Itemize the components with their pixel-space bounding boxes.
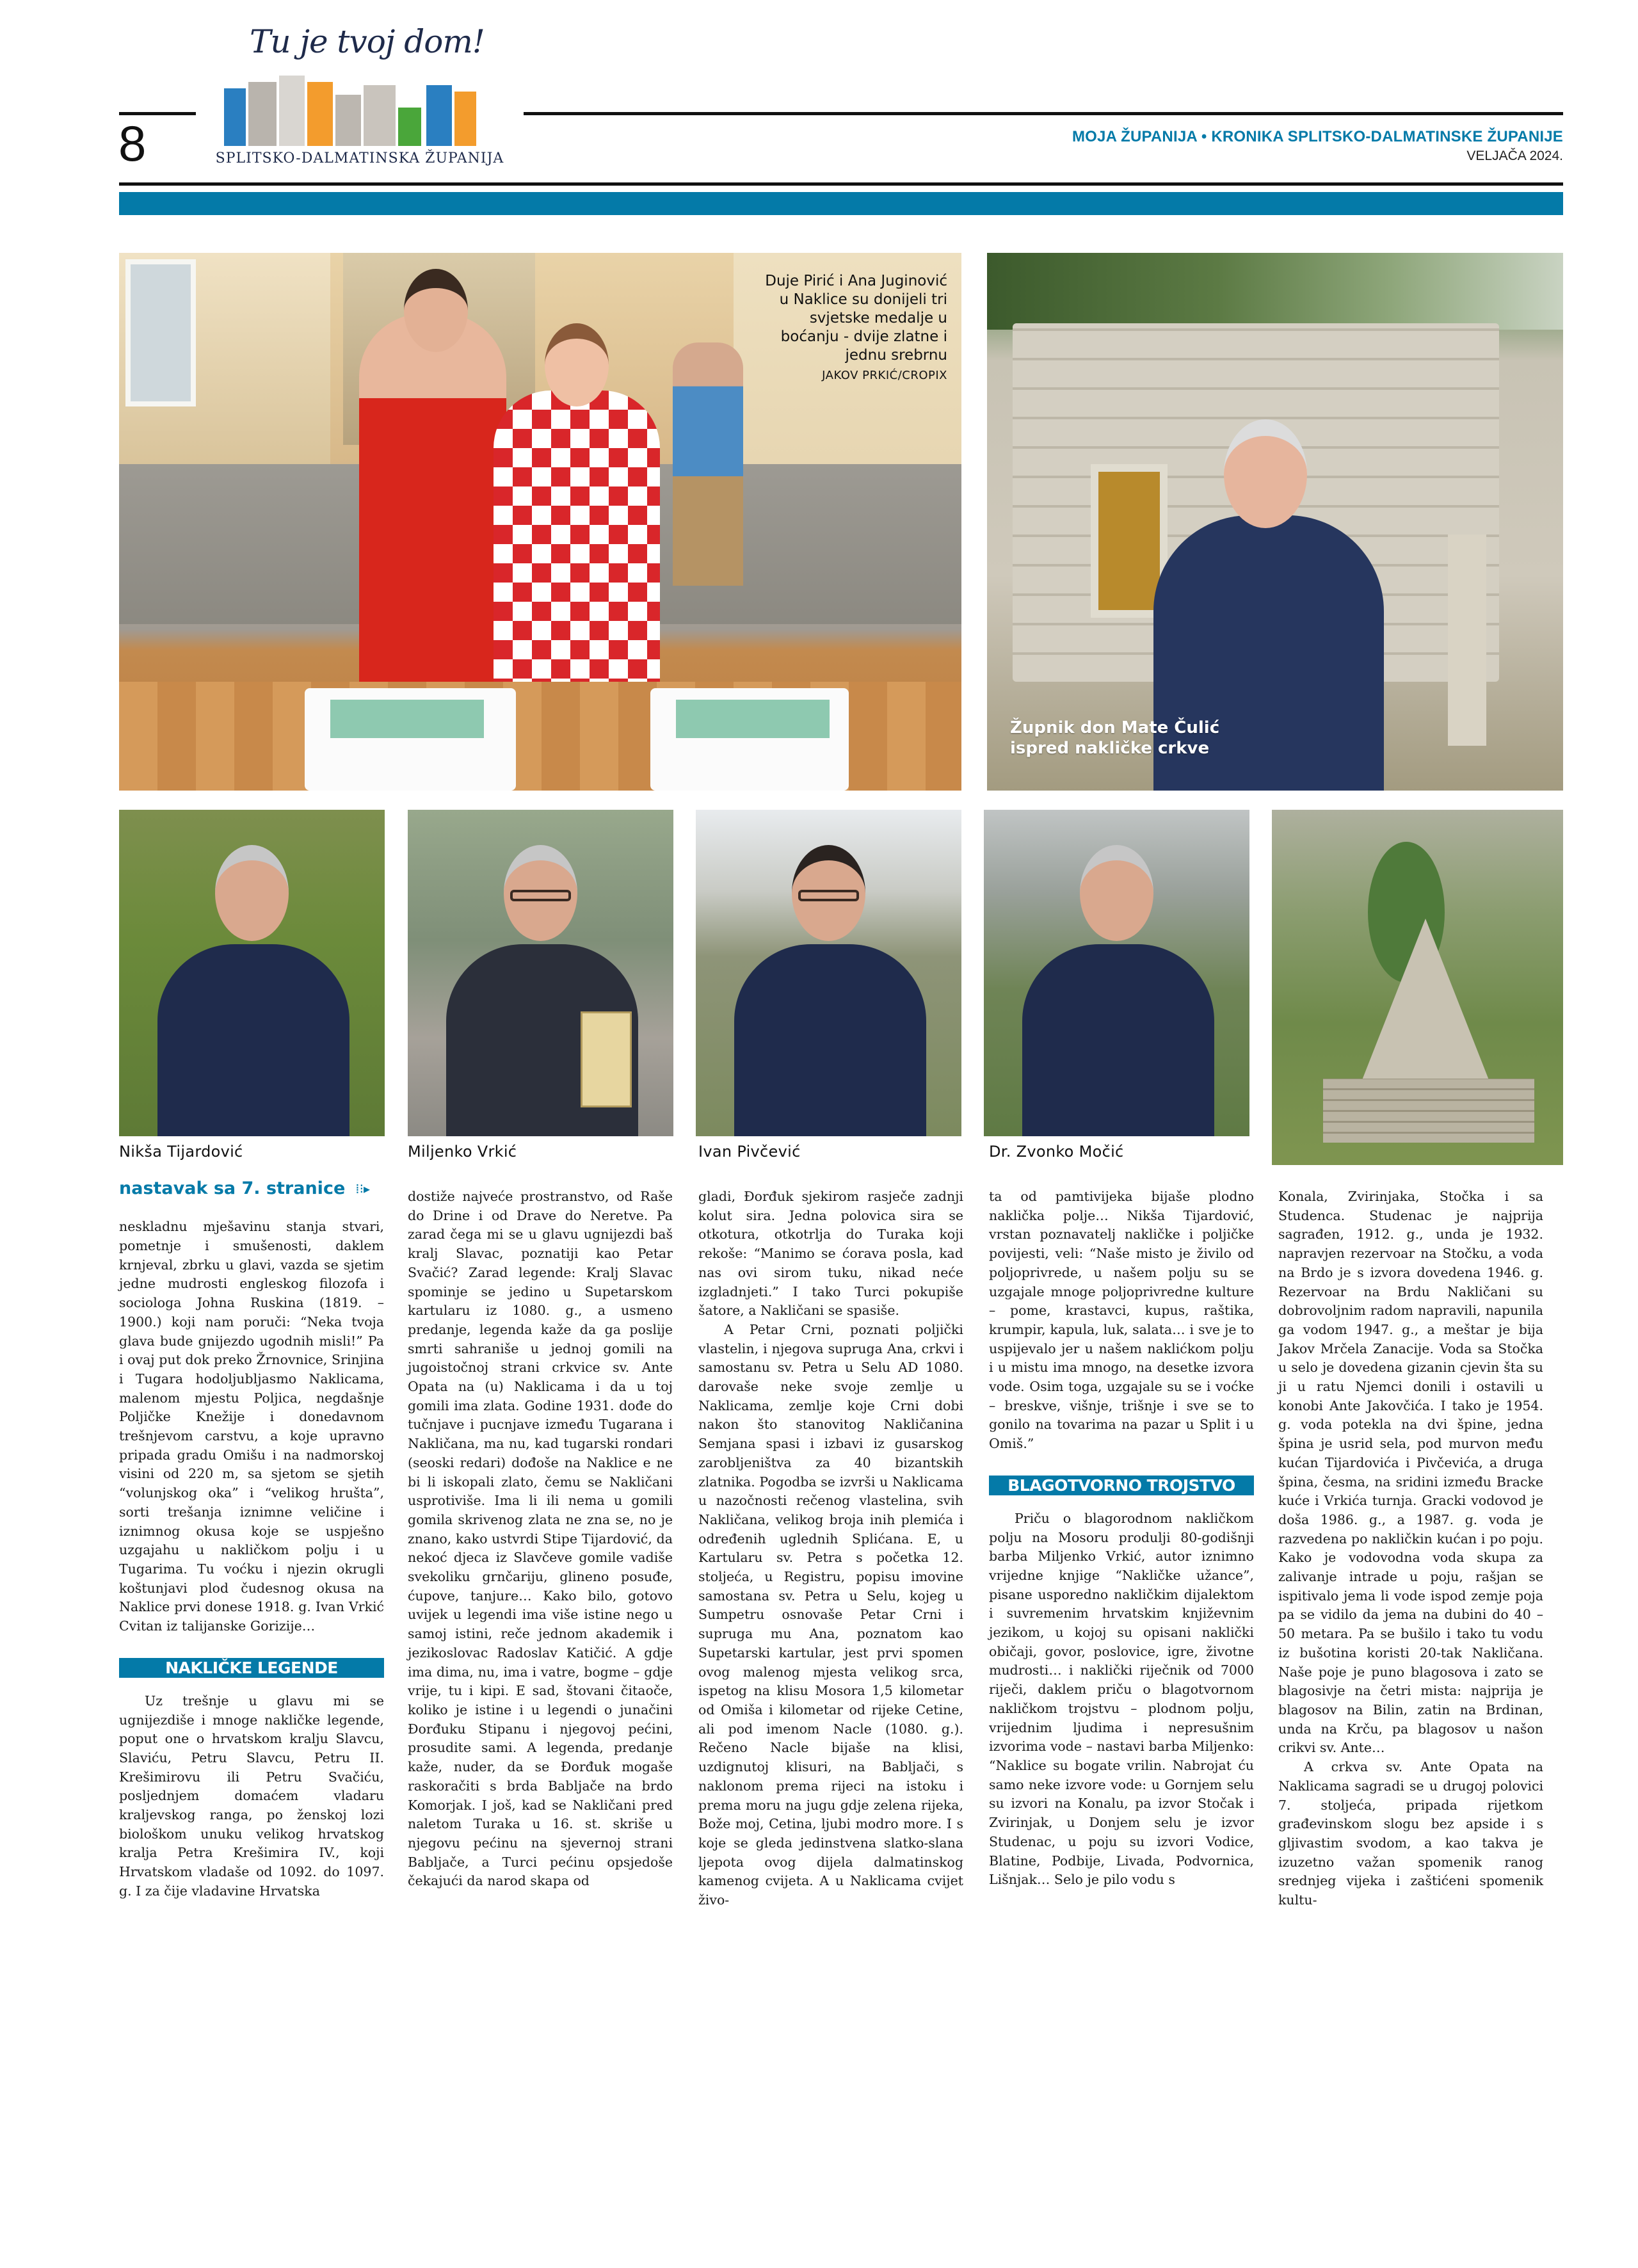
continued-from-label: nastavak sa 7. stranice ⁞⁝▸ (119, 1178, 371, 1198)
logo-bar (364, 85, 396, 146)
portrait-caption: Dr. Zvonko Močić (989, 1143, 1124, 1161)
article-paragraph: Uz trešnje u glavu mi se ugnijezdiše i mnoge nakličke legende, poput one o hrvatskom kralju Slavcu, Slaviću, Petru Slavcu, Petru II. Krešimirovu ili Petru Svačiću, posljednjem domaćem vladaru kraljevskog ranga, po ženskoj lozi biološkom unuku velikog hrvatskog kralja Petra Krešimira IV., koji Hrvatskom vladaše od 1092. do 1097. g. I za čije vladavine Hrvatska (119, 1693, 384, 1899)
book-icon (581, 1011, 632, 1107)
masthead (1072, 128, 1563, 164)
article-paragraph: ta od pamtivijeka bijaše plodno naklička polje… Nikša Tijardović, vrstan poznavatelj nakličke i poljičke povijesti, veli: “Naše misto je živilo od poljoprivrede, u našem polju su se uzgajale mnoge poljoprivredne kulture – pome, krastavci, kupus, raštika, krumpir, kapula, luk, salata… i sve je to uspijevalo jer u našem naklićkom polju i u mistu ima mnogo, na desetke izvora vode. Osim toga, uzgajale su se i voćke – breskve, višnje, trišnje i sve se to gonilo na tovarima na pazar u Split i u Omiš.” (989, 1189, 1254, 1452)
logo-bar (224, 88, 246, 146)
subheading-legends: NAKLIČKE LEGENDE (119, 1658, 384, 1678)
subheading-trinity: BLAGOTVORNO TROJSTVO (989, 1476, 1254, 1495)
article-column-5 (1278, 1187, 1543, 1910)
article-paragraph: neskladnu mješavinu stanja stvari, pometnje i smušenosti, daklem krnjeval, zbrku u glavi, vazda se sjetim jedne mudrosti engleskog filozofa i sociologa Johna Ruskina (1819. – 1900.) koji nam poruči: “Neka tvoja glava bude gnijezdo ugodnih misli!” Pa i ovaj put dok preko Žrnovnice, Srinjina i Tugara hodoljubljasmo Naklicama, malenom mjestu Poljica, negdašnje Poljičke Knežije i donedavnom trešnjevom carstvu, a koje upravno pripada gradu Omišu i na nadmorskoj visini od 220 m, sa sjetom se sjetih “volunjskog oka” i “velikog hrušta”, sorti trešanja iznimne veličine i iznimnog okusa koje se uspješno uzgajahu u nakličkom polju i u Tugarima. Tu voćku i njezin okrugli koštunjavi plod čudesnog okusa na Naklice prvi donese 1918. g. Ivan Vrkić Cvitan iz talijanske Gorizije… (119, 1219, 384, 1634)
portrait-caption: Nikša Tijardović (119, 1143, 243, 1161)
logo-bar (307, 82, 333, 146)
photo-caption-priest: Župnik don Mate Čulić ispred nakličke crkve (1010, 718, 1220, 758)
portrait-photo (696, 810, 961, 1136)
logo-bar (248, 82, 277, 146)
logo-bars-icon (198, 76, 518, 146)
photo-priest-church (987, 253, 1563, 791)
page-number: 8 (118, 115, 147, 172)
article-paragraph: A Petar Crni, poznati poljički vlastelin, i njegova supruga Ana, crkvi i samostanu sv. Petra u Selu AD 1080. darovaše neke svoje zemlje u Naklicama, zemlje koje Crni dobi nakon što stanovitog Nakličanina Semjana spasi i izbavi iz gusarskog zarobljeništva za 40 bizantskih zlatnika. Pogodba se izvrši u Naklicama u nazočnosti rečenog vlastelina, svih Nakličana, velikog broja inih plemića i određenih uglednih Splićana. E, u Kartularu sv. Petra s početka 12. stoljeća, u Registru, popisu imovine samostana sv. Petra u Selu, kojeg u Sumpetru osnovaše Petar Crni i supruga mu Ana, poznatom kao Supetarski kartular, jest prvi spomen ovog malenog mjesta velikog srca, ispetog na klisu Mosora 1,5 kilometar od Omiša i kilometar od rijeke Cetine, ali pod imenom Nacle (1080. g.). Rečeno Nacle bijaše na klisi, uzdignutoj klisuri, na Babljači, s naklonom prema rijeci na istoku i prema moru na jugu gdje zelena rijeka, Bože moj, Cetina, ljubi modro more. I s koje se gleda jedinstvena slatko-slana ljepota ovog dijela dalmatinskog kamenog cvijeta. A u Naklicama cvijet živo- (698, 1321, 963, 1908)
portrait-photo (984, 810, 1249, 1136)
logo-bar (398, 108, 421, 146)
article-paragraph: A crkva sv. Ante Opata na Naklicama sagradi se u drugoj polovici 7. stoljeća, pripada rijetkom građevinskom slogu bez apside i s gljivastim svodom, a kao takva je izuzetno važan spomenik ranog srednjeg vijeka i zaštićeni spomenik kultu- (1278, 1759, 1543, 1908)
photo-caption-medalists (755, 272, 947, 385)
issue-date: VELJAČA 2024. (1466, 149, 1563, 163)
logo-bar (279, 76, 305, 146)
logo-bar (426, 85, 452, 146)
article-paragraph: Konala, Zvirinjaka, Stočka i sa Studenca. Studenac je najprija sagrađen, 1912. g., unda je 1932. napravjen rezervoar na Stočku, a voda na Brdo je s izvora dovedena 1946. g. Rezervoar na Brdu Nakličani su dobrovoljnim radom napravili, napunila ga vodom 1947. g., a meštar je bija Jakov Mrčela Zanacije. Voda sa Stočka u selo je dovedena gizanin cjevin šta su ji u ratu Njemci donili i ostavili u konobi Ante Jakovčića. I tako je 1954. g. voda potekla na dvi špine, jedna špina je usrid sela, pod murvon među kućan Tijardovića i Pivčevića, a druga špina, česma, na sridini između Bracke kuće i Vrkića turnja. Gracki vodovod je doša 1986. g., a 1987. g. voda je razvedena po nakličkin kućan i po poju. Kako je vodovodna voda skupa za zalivanje intrade u poju, rašjan se ispitivalo jema li vode ispod zemje poja pa se vidilo da jema na dubini do 40 – 50 metara. Pa se bušilo i tako tu vodu iz bušotina koristi 20-tak Nakličana. Naše poje je puno blagosova i zato se blagosivje na četri mista: najprija je blagosov na Bilin, zatin na Brdinan, unda na Krču, pa blagosov u našon crikvi sv. Ante… (1278, 1189, 1543, 1756)
article-paragraph: Priču o blagorodnom nakličkom polju na Mosoru produlji 80-godišnji barba Miljenko Vrkić, autor iznimno vrijedne knjige “Nakličke užance”, pisane usporedno nakličkim dijalektom i suvremenim hrvatskim književnim jezikom, u kojoj su opisani naklički običaji, govor, poslovice, igre, životne mudrosti… i naklički riječnik od 7000 riječi, daklem priču o blagotvornom nakličkom trojstvu – plodnom polju, vrijednim ljudima i nepresušnim izvorima vode – nastavi barba Miljenko: “Naklice su bogate vrilin. Nabrojat ću samo neke izvore vode: u Gornjem selu su izvori na Konalu, pa izvor Stočak i Zvirinjak, u Donjem selu je izvor Studenac, u poju su izvori Vodice, Blatine, Podbije, Livada, Podvornica, Lišnjak… Selo je pilo vodu s (989, 1510, 1254, 1888)
article-paragraph: gladi, Đorđuk sjekirom rasječe zadnji kolut sira. Jedna polovica sira se otkotura, otkotrlja do Turaka koji rekoše: “Manimo se ćorava posla, kad nas ovi sirom tuku, nikad neće izgladnjeti.” I tako Turci pokupiše šatore, a Nakličani se spasiše. (698, 1189, 963, 1319)
article-column-4 (989, 1187, 1254, 1890)
section-title: MOJA ŽUPANIJA • KRONIKA SPLITSKO-DALMATINSKE ŽUPANIJE (1072, 128, 1563, 145)
article-column-1 (119, 1178, 384, 1901)
header-rule-bottom (119, 182, 1563, 186)
header-color-band (119, 192, 1563, 215)
header-rule-top-right (524, 112, 1563, 115)
portrait-photo (119, 810, 385, 1136)
caption-text: Duje Pirić i Ana Juginović u Naklice su donijeli tri svjetske medalje u boćanju - dvije zlatne i jednu srebrnu (765, 273, 947, 364)
logo-bar (454, 92, 476, 146)
portrait-photo (408, 810, 673, 1136)
article-column-2 (408, 1187, 673, 1891)
county-logo (192, 19, 525, 173)
photo-stone-ruin (1272, 810, 1563, 1165)
logo-bar (335, 95, 361, 146)
logo-caption: SPLITSKO-DALMATINSKA ŽUPANIJA (215, 150, 504, 166)
portrait-caption: Miljenko Vrkić (408, 1143, 517, 1161)
photo-medalists (119, 253, 961, 791)
article-paragraph: dostiže najveće prostranstvo, od Raše do Drine i od Drave do Neretve. Pa zarad čega mi se u glavu ugnijezdi baš kralj Slavac, poznatiji kao Petar Svačić? Zarad legende: Kralj Slavac spominje se jedino u Supetarskom kartularu iz 1080. g., a usmeno predanje, legenda kaže da ga poslije smrti sahraniše u jednoj gomili na jugoistočnoj strani crkvice sv. Ante Opata na (u) Naklicama i da u toj gomili ima zlata. Godine 1931. dođe do tučnjave i pucnjave između Tugarana i Nakličana, ma nu, kad tugarski rondari (seoski redari) dođoše na Naklice e ne bi li iskopali zlato, čemu se Nakličani usprotiviše. Ima li ili nema u gomili gomila skrivenog zlata ne zna se, no je znano, kako ustvrdi Stipe Tijardović, da nekoć djeca iz Slavčeve gomile vadiše svekoliku grnčariju, glineno posuđe, ćupove, tanjure… Kako bilo, gotovo uvijek u legendi ima više istine nego u samoj istini, reče jednom akademik i jezikoslovac Radoslav Katičić. A gdje ima dima, nu, ima i vatre, bogme – gdje vrije, tu i kipi. E sad, štovani čitaoče, koliko je istine i u legendi o junačini Đorđuku Stipanu i njegovoj pećini, prosudite sami. A legenda, predanje kaže, nuder, da se Đorđuk mogaše raskoračiti s brda Babljače na brdo Komorjak. I još, kad se Nakličani pred naletom Turaka u 16. st. skriše u njegovu pećinu na sjevernoj strani Babljače, a Turci pećinu opsjedoše čekajući da narod skapa od (408, 1189, 673, 1889)
article-column-3 (698, 1187, 963, 1910)
continued-arrow-icon: ⁞⁝▸ (355, 1180, 371, 1196)
portrait-caption: Ivan Pivčević (698, 1143, 801, 1161)
photo-credit: JAKOV PRKIĆ/CROPIX (822, 369, 947, 382)
logo-tagline: Tu je tvoj dom! (250, 23, 485, 60)
